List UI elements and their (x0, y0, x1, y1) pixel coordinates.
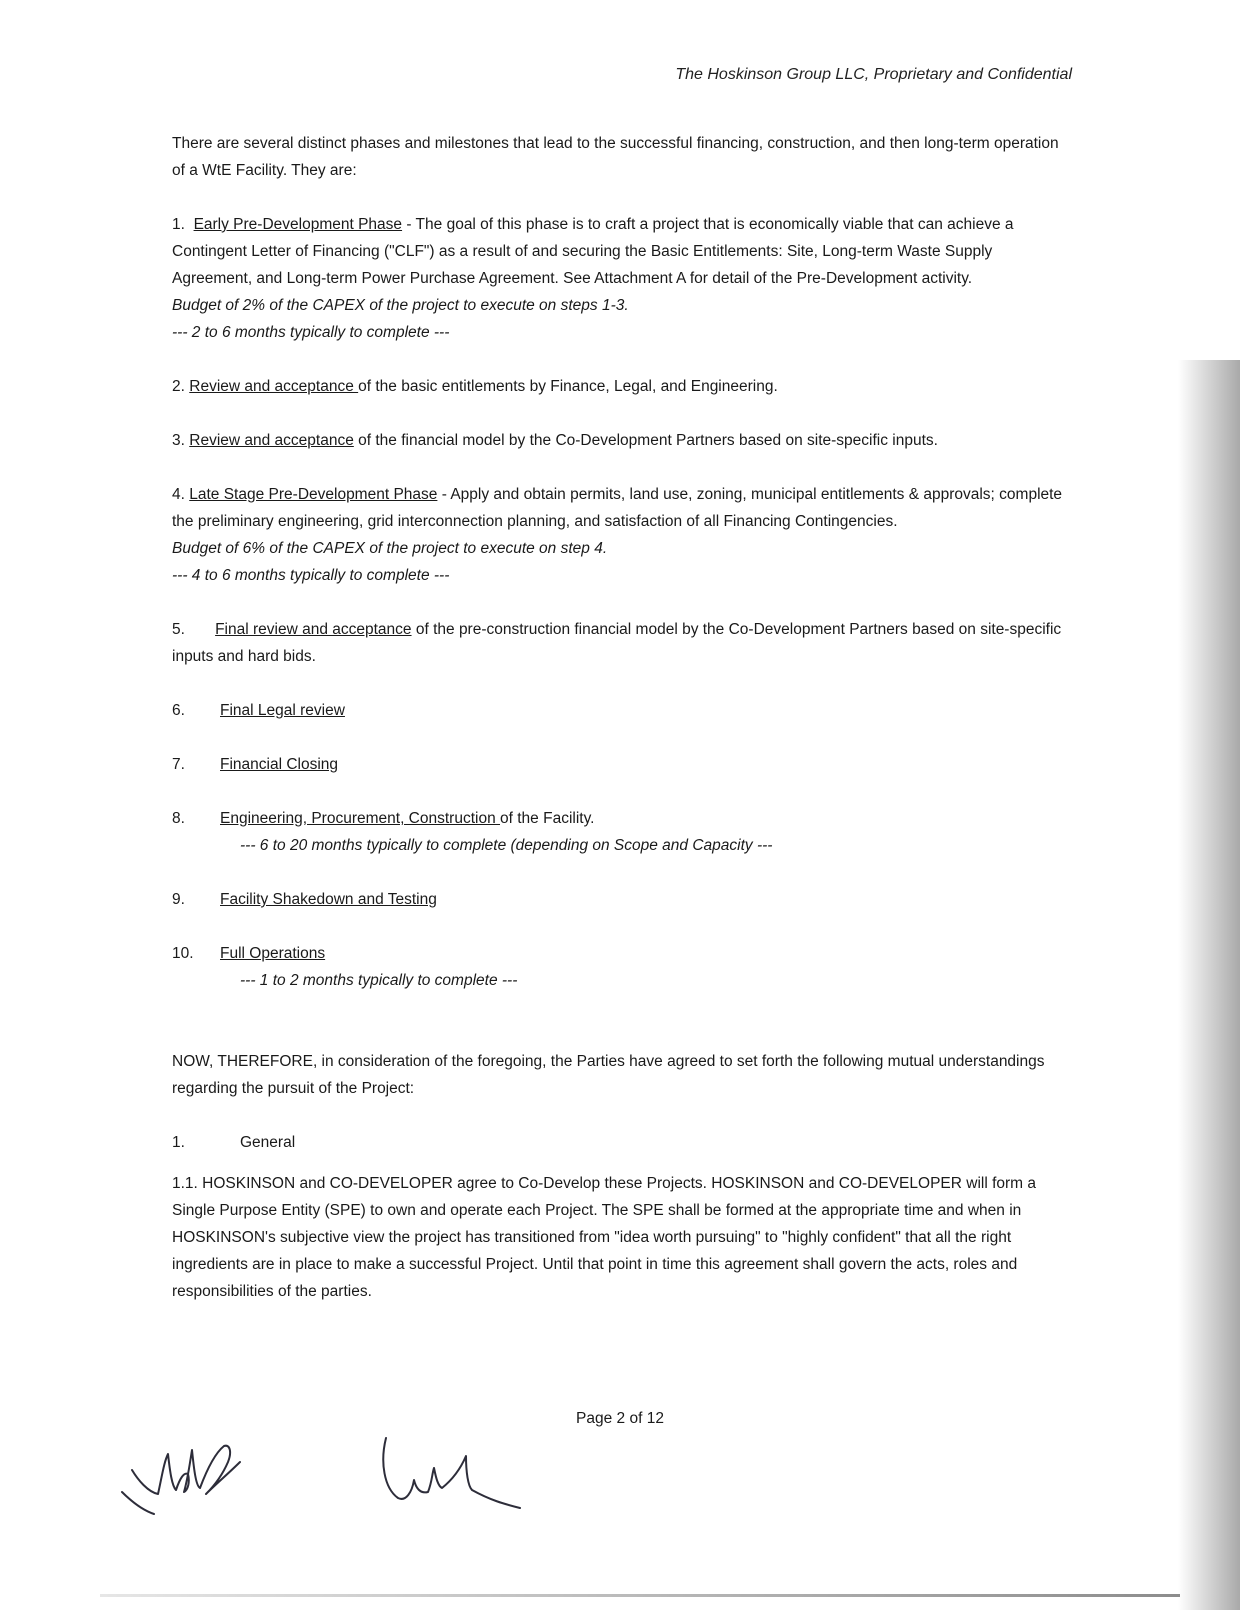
step-title: Early Pre-Development Phase (193, 216, 403, 233)
step-number: 6. (172, 702, 185, 719)
step-budget: Budget of 6% of the CAPEX of the project to execute on step 4. (172, 540, 608, 557)
step-body: of the pre-construction financial model by the Co-Development Partners based on site-specific inputs and hard bids. (172, 621, 1062, 665)
step-title: Final Legal review (220, 702, 345, 719)
step-9 (172, 886, 1072, 913)
step-number: 1. (172, 216, 185, 233)
step-title: Financial Closing (220, 756, 339, 773)
step-body: of the Facility. (500, 810, 595, 827)
step-8 (172, 805, 1072, 859)
step-number: 2. (172, 378, 185, 395)
step-body: of the financial model by the Co-Development Partners based on site-specific inputs. (353, 432, 938, 449)
step-number: 5. (172, 621, 185, 638)
step-10 (172, 940, 1072, 994)
step-title: Facility Shakedown and Testing (220, 891, 437, 908)
now-therefore-paragraph: NOW, THEREFORE, in consideration of the foregoing, the Parties have agreed to set forth the following mutual understandings regarding the pursuit of the Project: (172, 1053, 1045, 1097)
step-timing: --- 4 to 6 months typically to complete --- (172, 567, 450, 584)
step-6 (172, 697, 1072, 724)
step-number: 8. (172, 810, 185, 827)
step-timing: --- 6 to 20 months typically to complete (depending on Scope and Capacity --- (240, 837, 773, 854)
signature-right (380, 1432, 530, 1517)
section-number: 1. (172, 1134, 185, 1151)
step-title: Late Stage Pre-Development Phase (189, 486, 438, 503)
step-number: 4. (172, 486, 185, 503)
intro-paragraph: There are several distinct phases and milestones that lead to the successful financing, construction, and then long-term operation of a WtE Facility. They are: (172, 135, 1059, 179)
step-title: Engineering, Procurement, Construction (220, 810, 501, 827)
step-number: 7. (172, 756, 185, 773)
confidential-header: The Hoskinson Group LLC, Proprietary and Confidential (675, 66, 1072, 83)
step-title: Full Operations (220, 945, 326, 962)
step-body: - Apply and obtain permits, land use, zoning, municipal entitlements & approvals; complete the preliminary engineering, grid interconnection planning, and satisfaction of all Financing Contingencies. (172, 486, 1063, 530)
step-2 (172, 373, 1072, 400)
step-title: Final review and acceptance (215, 621, 412, 638)
step-title: Review and acceptance (189, 378, 359, 395)
step-number: 9. (172, 891, 185, 908)
section-1-heading (172, 1129, 1072, 1156)
step-body: - The goal of this phase is to craft a project that is economically viable that can achieve a Contingent Letter of Financing ("CLF") as a result of and securing the Basic Entitlements: Site, Long-term Waste Supply Agreement, and Long-term Power Purchase Agreement. See Attachment A for detail of the Pre-Development activity. (172, 216, 1014, 287)
step-body: of the basic entitlements by Finance, Legal, and Engineering. (358, 378, 778, 395)
step-5 (172, 616, 1072, 670)
scan-bottom-edge (100, 1594, 1180, 1597)
step-timing: --- 2 to 6 months typically to complete --- (172, 324, 450, 341)
step-1 (172, 211, 1072, 346)
document-body (172, 130, 1072, 1305)
step-budget: Budget of 2% of the CAPEX of the project to execute on steps 1-3. (172, 297, 629, 314)
page-number: Page 2 of 12 (576, 1410, 664, 1427)
step-number: 3. (172, 432, 185, 449)
step-4 (172, 481, 1072, 589)
step-7 (172, 751, 1072, 778)
step-timing: --- 1 to 2 months typically to complete --- (240, 972, 518, 989)
step-title: Review and acceptance (189, 432, 354, 449)
clause-1-1: 1.1. HOSKINSON and CO-DEVELOPER agree to Co-Develop these Projects. HOSKINSON and CO-DEVELOPER will form a Single Purpose Entity (SPE) to own and operate each Project. The SPE shall be formed at the appropriate time and when in HOSKINSON's subjective view the project has transitioned from "idea worth pursuing" to "highly confident" that all the right ingredients are in place to make a successful Project. Until that point in time this agreement shall govern the acts, roles and responsibilities of the parties. (172, 1175, 1037, 1300)
step-number: 10. (172, 945, 194, 962)
section-title: General (240, 1134, 296, 1151)
signature-left (118, 1432, 258, 1527)
step-3 (172, 427, 1072, 454)
